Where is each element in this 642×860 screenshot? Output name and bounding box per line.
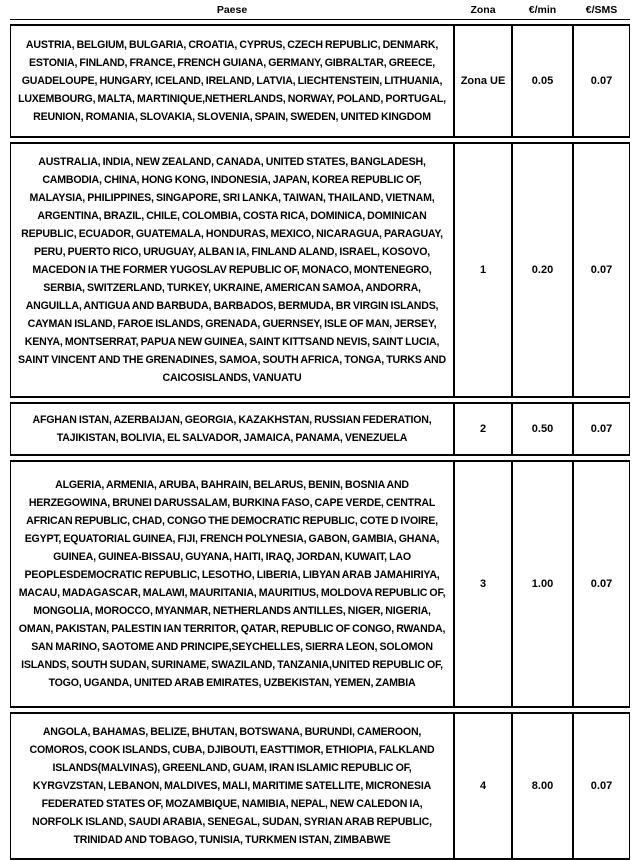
rates-page (10, 0, 630, 860)
price-per-minute-cell: 1.00 (512, 460, 573, 708)
header-price-per-minute: €/min (512, 0, 573, 20)
country-list: AFGHAN ISTAN, AZERBAIJAN, GEORGIA, KAZAKHSTAN, RUSSIAN FEDERATION, TAJIKISTAN, BOLIVIA, EL SALVADOR, JAMAICA, PANAMA, VENEZUELA (10, 402, 454, 456)
table-row (10, 460, 630, 708)
price-per-sms-cell: 0.07 (573, 142, 630, 398)
country-list: AUSTRIA, BELGIUM, BULGARIA, CROATIA, CYPRUS, CZECH REPUBLIC, DENMARK, ESTONIA, FINLAND, FRANCE, FRENCH GUIANA, GERMANY, GIBRALTAR, GREECE, GUADELOUPE, HUNGARY, ICELAND, IRELAND, LATVIA, LIECHTENSTEIN, LITHUANIA, LUXEMBOURG, MALTA, MARTINIQUE,NETHERLANDS, NORWAY, POLAND, PORTUGAL, REUNION, ROMANIA, SLOVAKIA, SLOVENIA, SPAIN, SWEDEN, UNITED KINGDOM (10, 24, 454, 138)
price-per-sms-cell: 0.07 (573, 460, 630, 708)
country-list: ANGOLA, BAHAMAS, BELIZE, BHUTAN, BOTSWANA, BURUNDI, CAMEROON, COMOROS, COOK ISLANDS, CUBA, DJIBOUTI, EASTTIMOR, ETHIOPIA, FALKLAND ISLANDS(MALVINAS), GREENLAND, GUAM, IRAN ISLAMIC REPUBLIC OF, KYRGVZSTAN, LEBANON, MALDIVES, MALI, MARITIME SATELLITE, MICRONESIA FEDERATED STATES OF, MOZAMBIQUE, NAMIBIA, NEPAL, NEW CALEDON IA, NORFOLK ISLAND, SAUDI ARABIA, SENEGAL, SUDAN, SYRIAN ARAB REPUBLIC, TRINIDAD AND TOBAGO, TUNISIA, TURKMEN ISTAN, ZIMBABWE (10, 712, 454, 860)
table-row (10, 142, 630, 398)
table-row (10, 24, 630, 138)
price-per-sms-cell: 0.07 (573, 402, 630, 456)
price-per-minute-cell: 8.00 (512, 712, 573, 860)
zone-cell: 2 (454, 402, 512, 456)
price-per-minute-cell: 0.05 (512, 24, 573, 138)
zone-cell: Zona UE (454, 24, 512, 138)
country-list: ALGERIA, ARMENIA, ARUBA, BAHRAIN, BELARUS, BENIN, BOSNIA AND HERZEGOWINA, BRUNEI DARUSSALAM, BURKINA FASO, CAPE VERDE, CENTRAL AFRICAN REPUBLIC, CHAD, CONGO THE DEMOCRATIC REPUBLIC, COTE D IVOIRE, EGYPT, EQUATORIAL GUINEA, FIJI, FRENCH POLYNESIA, GABON, GAMBIA, GHANA, GUINEA, GUINEA-BISSAU, GUYANA, HAITI, IRAQ, JORDAN, KUWAIT, LAO PEOPLESDEMOCRATIC REPUBLIC, LESOTHO, LIBERIA, LIBYAN ARAB JAMAHIRIYA, MACAU, MADAGASCAR, MALAWI, MAURITANIA, MAURITIUS, MOLDOVA REPUBLIC OF, MONGOLIA, MOROCCO, MYANMAR, NETHERLANDS ANTILLES, NIGER, NIGERIA, OMAN, PAKISTAN, PALESTIN IAN TERRITOR, QATAR, REPUBLIC OF CONGO, RWANDA, SAN MARINO, SAOTOME AND PRINCIPE,SEYCHELLES, SIERRA LEON, SOLOMON ISLANDS, SOUTH SUDAN, SURINAME, SWAZILAND, TANZANIA,UNITED REPUBLIC OF, TOGO, UGANDA, UNITED ARAB EMIRATES, UZBEKISTAN, YEMEN, ZAMBIA (10, 460, 454, 708)
table-row (10, 712, 630, 860)
header-country: Paese (10, 0, 454, 20)
price-per-sms-cell: 0.07 (573, 24, 630, 138)
zone-cell: 3 (454, 460, 512, 708)
header-zone: Zona (454, 0, 512, 20)
roaming-rates-table (10, 0, 630, 860)
price-per-minute-cell: 0.20 (512, 142, 573, 398)
table-header-row (10, 0, 630, 20)
price-per-minute-cell: 0.50 (512, 402, 573, 456)
zone-cell: 4 (454, 712, 512, 860)
header-price-per-sms: €/SMS (573, 0, 630, 20)
table-row (10, 402, 630, 456)
price-per-sms-cell: 0.07 (573, 712, 630, 860)
zone-cell: 1 (454, 142, 512, 398)
country-list: AUSTRALIA, INDIA, NEW ZEALAND, CANADA, UNITED STATES, BANGLADESH, CAMBODIA, CHINA, HONG KONG, INDONESIA, JAPAN, KOREA REPUBLIC OF, MALAYSIA, PHILIPPINES, SINGAPORE, SRI LANKA, TAIWAN, THAILAND, VIETNAM, ARGENTINA, BRAZIL, CHILE, COLOMBIA, COSTA RICA, DOMINICA, DOMINICAN REPUBLIC, ECUADOR, GUATEMALA, HONDURAS, MEXICO, NICARAGUA, PARAGUAY, PERU, PUERTO RICO, URUGUAY, ALBAN IA, FINLAND ALAND, ISRAEL, KOSOVO, MACEDON IA THE FORMER YUGOSLAV REPUBLIC OF, MONACO, MONTENEGRO, SERBIA, SWITZERLAND, TURKEY, UKRAINE, AMERICAN SAMOA, ANDORRA, ANGUILLA, ANTIGUA AND BARBUDA, BARBADOS, BERMUDA, BR VIRGIN ISLANDS, CAYMAN ISLAND, FAROE ISLANDS, GRENADA, GUERNSEY, ISLE OF MAN, JERSEY, KENYA, MONTSERRAT, PAPUA NEW GUINEA, SAINT KITTSAND NEVIS, SAINT LUCIA, SAINT VINCENT AND THE GRENADINES, SAMOA, SOUTH AFRICA, TONGA, TURKS AND CAICOSISLANDS, VANUATU (10, 142, 454, 398)
